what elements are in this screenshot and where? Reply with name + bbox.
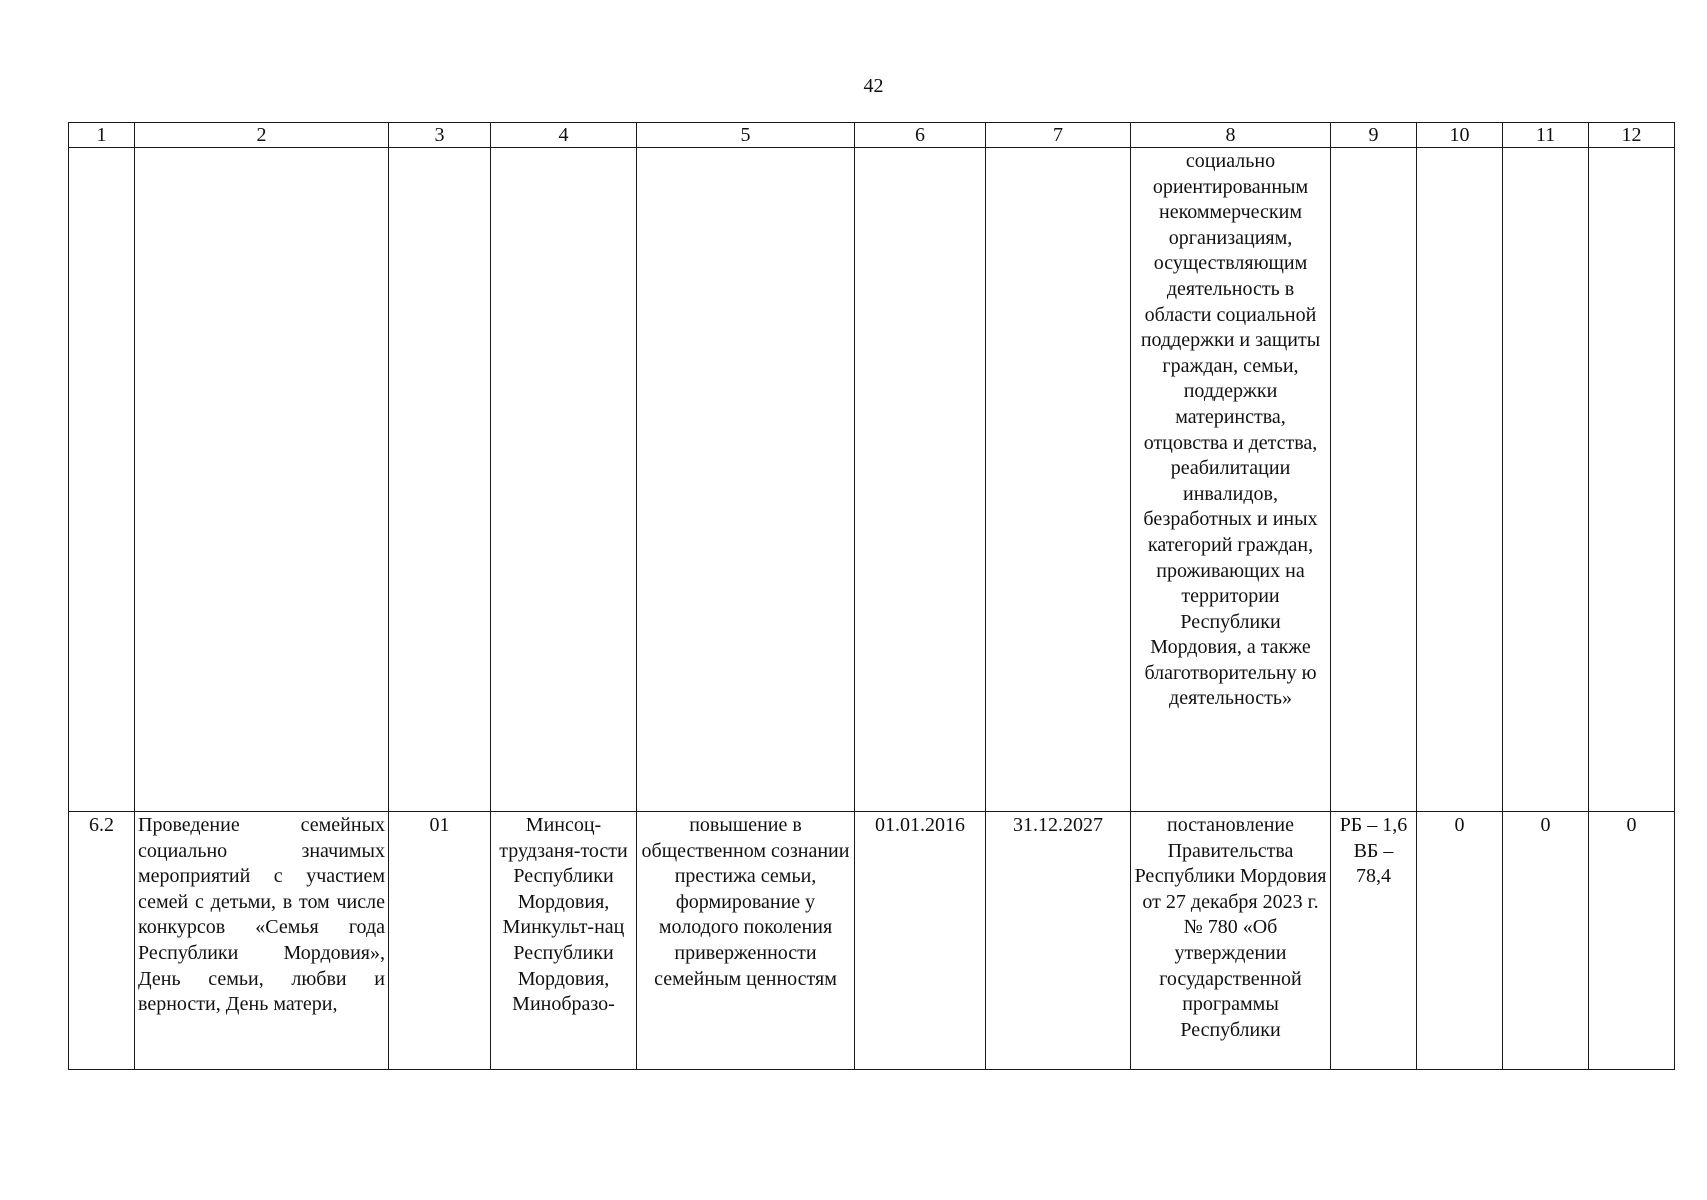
legal-basis-continuation: социально ориентированным некоммерческим организациям, осуществляющим деятельность в области социальной поддержки и защиты граждан, семьи, поддержки материнства, отцовства и детства, реабилитации инвалидов, безработных и иных категорий граждан, проживающих на территории Республики Мордовия, а также благотворительну ю деятельность» [1131, 148, 1331, 812]
item-value-10: 0 [1417, 812, 1503, 1070]
table-header-row [69, 123, 1675, 148]
header-cell-12: 12 [1589, 123, 1675, 148]
header-cell-3: 3 [389, 123, 491, 148]
item-end-date: 31.12.2027 [986, 812, 1131, 1070]
header-cell-6: 6 [855, 123, 986, 148]
empty-cell [1331, 148, 1417, 812]
header-cell-5: 5 [637, 123, 855, 148]
table-row-6-2 [69, 812, 1675, 1070]
item-value-11: 0 [1503, 812, 1589, 1070]
item-name: Проведение семейных социально значимых мероприятий с участием семей с детьми, в том числе конкурсов «Семья года Республики Мордовия», День семьи, любви и верности, День матери, [135, 812, 389, 1070]
empty-cell [855, 148, 986, 812]
item-code: 01 [389, 812, 491, 1070]
empty-cell [389, 148, 491, 812]
item-result: повышение в общественном сознании престижа семьи, формирование у молодого поколения приверженности семейным ценностям [637, 812, 855, 1070]
empty-cell [637, 148, 855, 812]
empty-cell [986, 148, 1131, 812]
empty-cell [1589, 148, 1675, 812]
header-cell-7: 7 [986, 123, 1131, 148]
header-cell-11: 11 [1503, 123, 1589, 148]
header-cell-4: 4 [491, 123, 637, 148]
header-cell-1: 1 [69, 123, 135, 148]
header-cell-2: 2 [135, 123, 389, 148]
item-number: 6.2 [69, 812, 135, 1070]
table-row-continuation [69, 148, 1675, 812]
header-cell-10: 10 [1417, 123, 1503, 148]
empty-cell [491, 148, 637, 812]
header-cell-9: 9 [1331, 123, 1417, 148]
empty-cell [1417, 148, 1503, 812]
item-executors: Минсоц-трудзаня-тости Республики Мордовия, Минкульт-нац Республики Мордовия, Минобразо- [491, 812, 637, 1070]
program-table [68, 122, 1675, 1070]
empty-cell [135, 148, 389, 812]
item-value-12: 0 [1589, 812, 1675, 1070]
header-cell-8: 8 [1131, 123, 1331, 148]
item-funding: РБ – 1,6 ВБ – 78,4 [1331, 812, 1417, 1070]
empty-cell [1503, 148, 1589, 812]
item-start-date: 01.01.2016 [855, 812, 986, 1070]
page-number: 42 [863, 75, 884, 97]
empty-cell [69, 148, 135, 812]
item-legal-basis: постановление Правительства Республики Мордовия от 27 декабря 2023 г. № 780 «Об утверждении государственной программы Республики [1131, 812, 1331, 1070]
